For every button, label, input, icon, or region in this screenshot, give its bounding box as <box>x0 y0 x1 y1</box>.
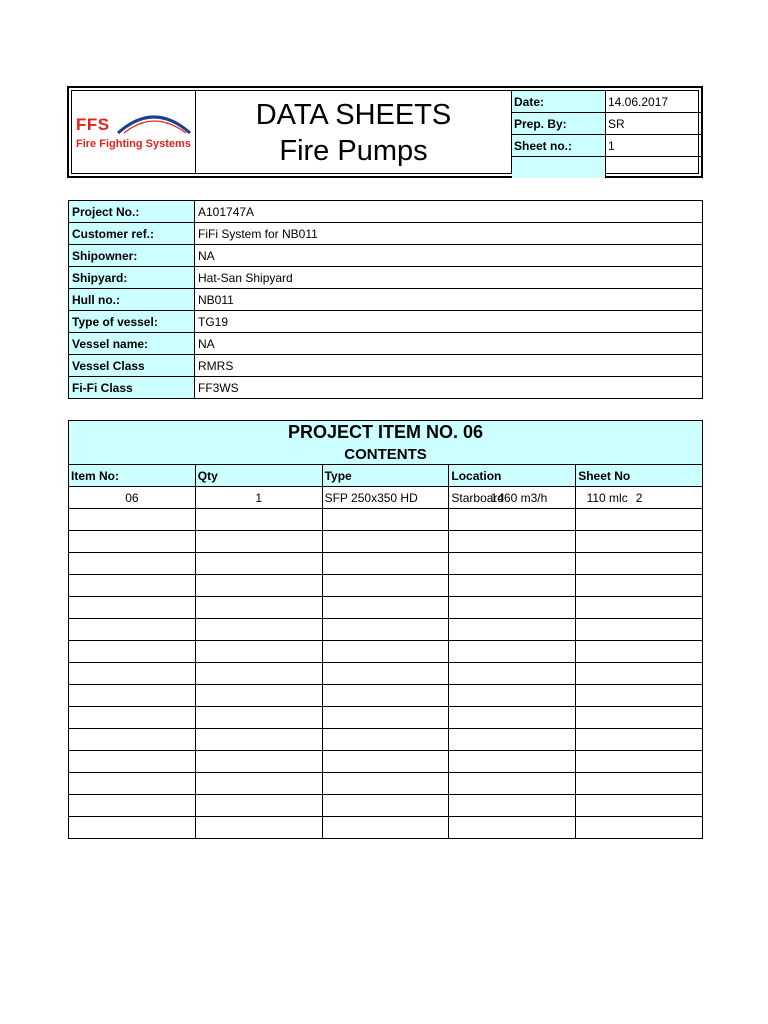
empty-cell <box>322 795 449 817</box>
empty-cell <box>576 575 703 597</box>
column-header-item-no: Item No: <box>69 465 196 487</box>
empty-cell <box>322 663 449 685</box>
table-row-empty <box>69 641 703 663</box>
empty-cell <box>449 685 576 707</box>
pump-flow: 1460 m3/h <box>490 490 548 505</box>
empty-cell <box>195 531 322 553</box>
meta-value: 14.06.2017 <box>606 91 703 113</box>
empty-cell <box>449 641 576 663</box>
table-row-empty <box>69 751 703 773</box>
project-info-value: NA <box>195 333 703 355</box>
pump-head: 110 mlc <box>586 490 628 505</box>
empty-cell <box>69 531 196 553</box>
empty-cell <box>69 619 196 641</box>
item-no-cell: 06 <box>69 487 196 509</box>
meta-row-date <box>512 91 702 113</box>
project-info-value: Hat-San Shipyard <box>195 267 703 289</box>
logo-arc-icon <box>116 107 192 137</box>
project-info-value: FiFi System for NB011 <box>195 223 703 245</box>
table-row-empty <box>69 553 703 575</box>
empty-cell <box>195 685 322 707</box>
meta-row-sheet-no <box>512 135 702 157</box>
contents-title-row <box>69 444 703 465</box>
meta-value: 1 <box>606 135 703 157</box>
empty-cell <box>576 795 703 817</box>
empty-cell <box>322 751 449 773</box>
table-row-empty <box>69 509 703 531</box>
meta-value <box>606 157 703 179</box>
project-info-row <box>69 289 703 311</box>
project-info-table <box>68 200 703 399</box>
empty-cell <box>195 817 322 839</box>
project-info-value: RMRS <box>195 355 703 377</box>
empty-cell <box>195 641 322 663</box>
empty-cell <box>576 509 703 531</box>
empty-cell <box>69 729 196 751</box>
empty-cell <box>69 685 196 707</box>
project-info-value: NA <box>195 245 703 267</box>
empty-cell <box>322 619 449 641</box>
table-row-empty <box>69 773 703 795</box>
empty-cell <box>576 685 703 707</box>
empty-cell <box>576 707 703 729</box>
empty-cell <box>576 553 703 575</box>
empty-cell <box>195 575 322 597</box>
empty-cell <box>322 729 449 751</box>
empty-cell <box>195 509 322 531</box>
project-info-row <box>69 333 703 355</box>
table-row-empty <box>69 663 703 685</box>
empty-cell <box>449 729 576 751</box>
empty-cell <box>576 663 703 685</box>
table-row-empty <box>69 597 703 619</box>
empty-cell <box>449 509 576 531</box>
empty-cell <box>195 751 322 773</box>
table-row-empty <box>69 575 703 597</box>
project-info-row <box>69 377 703 399</box>
empty-cell <box>195 597 322 619</box>
empty-cell <box>322 685 449 707</box>
project-item-title: PROJECT ITEM NO. 06 <box>69 421 703 445</box>
column-header-row <box>69 465 703 487</box>
meta-label: Sheet no.: <box>512 135 606 157</box>
empty-cell <box>69 575 196 597</box>
project-info-value: TG19 <box>195 311 703 333</box>
logo-cell <box>72 91 196 173</box>
empty-cell <box>195 773 322 795</box>
empty-cell <box>195 707 322 729</box>
empty-cell <box>69 641 196 663</box>
empty-cell <box>69 663 196 685</box>
table-row-empty <box>69 795 703 817</box>
meta-row-empty <box>512 157 702 179</box>
project-info-row <box>69 201 703 223</box>
empty-cell <box>195 663 322 685</box>
empty-cell <box>69 773 196 795</box>
empty-cell <box>576 641 703 663</box>
project-info-row <box>69 245 703 267</box>
document-title: DATA SHEETS <box>255 99 452 131</box>
column-header-type: Type <box>322 465 449 487</box>
pump-type: SFP 250x350 HD <box>324 490 418 505</box>
project-info-row <box>69 223 703 245</box>
empty-cell <box>576 729 703 751</box>
column-header-location: Location <box>449 465 576 487</box>
qty-cell: 1 <box>195 487 322 509</box>
empty-cell <box>322 707 449 729</box>
empty-cell <box>195 553 322 575</box>
empty-cell <box>322 641 449 663</box>
empty-cell <box>576 597 703 619</box>
empty-cell <box>322 575 449 597</box>
table-row-empty <box>69 817 703 839</box>
empty-cell <box>69 817 196 839</box>
column-header-qty: Qty <box>195 465 322 487</box>
sheet-header <box>67 86 703 178</box>
empty-cell <box>576 817 703 839</box>
meta-label: Date: <box>512 91 606 113</box>
logo-text: FFS <box>76 115 110 134</box>
project-info-value: A101747A <box>195 201 703 223</box>
project-info-label: Shipyard: <box>69 267 195 289</box>
project-info-label: Shipowner: <box>69 245 195 267</box>
empty-cell <box>322 817 449 839</box>
project-info-label: Type of vessel: <box>69 311 195 333</box>
project-info-label: Customer ref.: <box>69 223 195 245</box>
meta-label: Prep. By: <box>512 113 606 135</box>
empty-cell <box>69 509 196 531</box>
empty-cell <box>449 795 576 817</box>
empty-cell <box>69 597 196 619</box>
empty-cell <box>449 619 576 641</box>
empty-cell <box>576 619 703 641</box>
empty-cell <box>576 773 703 795</box>
meta-row-prepared-by <box>512 113 702 135</box>
table-row-empty <box>69 531 703 553</box>
meta-value: SR <box>606 113 703 135</box>
empty-cell <box>576 531 703 553</box>
project-info-row <box>69 267 703 289</box>
sheet-no-cell: 2 <box>576 487 703 509</box>
empty-cell <box>449 531 576 553</box>
empty-cell <box>322 531 449 553</box>
project-info-label: Hull no.: <box>69 289 195 311</box>
empty-cell <box>449 773 576 795</box>
empty-cell <box>576 751 703 773</box>
project-items-table <box>68 420 703 839</box>
empty-cell <box>195 619 322 641</box>
title-cell <box>196 91 512 173</box>
empty-cell <box>449 575 576 597</box>
empty-cell <box>449 751 576 773</box>
table-row <box>69 487 703 509</box>
table-row-empty <box>69 707 703 729</box>
logo-subtext: Fire Fighting Systems <box>76 138 191 150</box>
empty-cell <box>449 817 576 839</box>
meta-label <box>512 157 606 179</box>
column-header-sheet-no: Sheet No <box>576 465 703 487</box>
empty-cell <box>449 663 576 685</box>
project-info-value: FF3WS <box>195 377 703 399</box>
project-info-row <box>69 311 703 333</box>
table-row-empty <box>69 729 703 751</box>
contents-title: CONTENTS <box>69 444 703 465</box>
project-info-label: Fi-Fi Class <box>69 377 195 399</box>
sheet-header-inner <box>71 90 699 174</box>
empty-cell <box>449 707 576 729</box>
project-info-label: Vessel name: <box>69 333 195 355</box>
project-info-label: Project No.: <box>69 201 195 223</box>
document-subtitle: Fire Pumps <box>279 135 428 167</box>
empty-cell <box>449 553 576 575</box>
project-info-label: Vessel Class <box>69 355 195 377</box>
empty-cell <box>449 597 576 619</box>
empty-cell <box>322 509 449 531</box>
empty-cell <box>69 795 196 817</box>
empty-cell <box>322 553 449 575</box>
empty-cell <box>322 773 449 795</box>
meta-table <box>512 91 702 178</box>
project-info-row <box>69 355 703 377</box>
project-item-title-row <box>69 421 703 445</box>
empty-cell <box>195 729 322 751</box>
table-row-empty <box>69 619 703 641</box>
empty-cell <box>69 707 196 729</box>
empty-cell <box>69 553 196 575</box>
table-row-empty <box>69 685 703 707</box>
empty-cell <box>69 751 196 773</box>
project-info-value: NB011 <box>195 289 703 311</box>
empty-cell <box>322 597 449 619</box>
empty-cell <box>195 795 322 817</box>
location-cell: Starboard <box>449 487 576 509</box>
